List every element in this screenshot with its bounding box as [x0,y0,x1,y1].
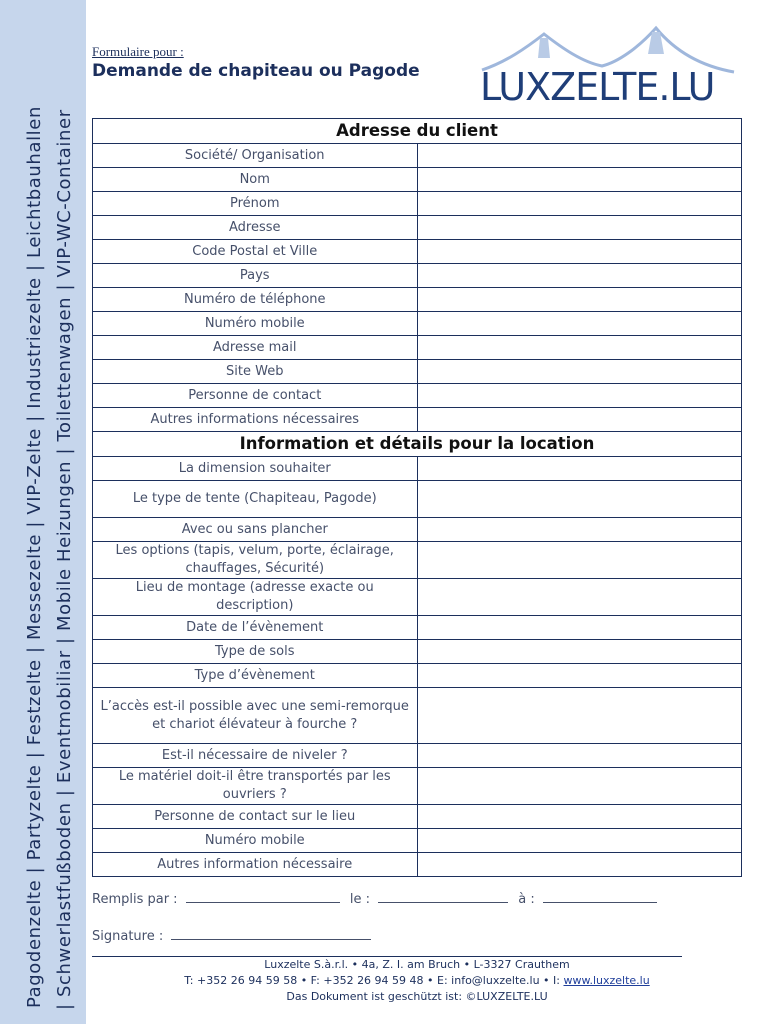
field-label: Type de sols [93,640,418,664]
field-label: Lieu de montage (adresse exacte ou description) [93,579,418,616]
field-input[interactable] [417,640,742,664]
field-label: Numéro mobile [93,312,418,336]
rental-field-row [93,542,742,579]
client-field-row [93,264,742,288]
client-field-row [93,336,742,360]
field-label: Code Postal et Ville [93,240,418,264]
field-label: Personne de contact sur le lieu [93,805,418,829]
rental-field-row [93,664,742,688]
field-label: Est-il nécessaire de niveler ? [93,744,418,768]
sidebar-products-line-2: | Schwerlastfußboden | Eventmobiliar | Mobile Heizungen | Toilettenwagen | VIP-WC-Container [54,109,75,1010]
rental-field-row [93,805,742,829]
place-label: à : [518,892,535,907]
field-input[interactable] [417,384,742,408]
signature-row [92,928,371,944]
field-input[interactable] [417,664,742,688]
company-contact [92,974,742,987]
field-label: Avec ou sans plancher [93,518,418,542]
date-label: le : [349,892,370,907]
field-label: Personne de contact [93,384,418,408]
field-label: Numéro de téléphone [93,288,418,312]
field-input[interactable] [417,579,742,616]
field-input[interactable] [417,542,742,579]
field-label: Adresse mail [93,336,418,360]
field-input[interactable] [417,312,742,336]
field-label: Type d’évènement [93,664,418,688]
field-label: La dimension souhaiter [93,457,418,481]
client-field-row [93,168,742,192]
filled-by-row [92,891,657,907]
field-label: L’accès est-il possible avec une semi-remorque et chariot élévateur à fourche ? [93,688,418,744]
field-input[interactable] [417,829,742,853]
rental-field-row [93,481,742,518]
field-label: Date de l’évènement [93,616,418,640]
field-input[interactable] [417,768,742,805]
field-input[interactable] [417,144,742,168]
field-input[interactable] [417,336,742,360]
client-field-row [93,216,742,240]
field-input[interactable] [417,688,742,744]
signature-label: Signature : [92,929,164,944]
field-input[interactable] [417,518,742,542]
field-label: Adresse [93,216,418,240]
field-label: Société/ Organisation [93,144,418,168]
sidebar-banner [0,0,86,1024]
rental-field-row [93,853,742,877]
field-input[interactable] [417,168,742,192]
field-label: Autres information nécessaire [93,853,418,877]
client-field-row [93,360,742,384]
field-label: Nom [93,168,418,192]
rental-field-row [93,518,742,542]
filled-by-field[interactable] [186,891,340,903]
field-input[interactable] [417,457,742,481]
field-label: Prénom [93,192,418,216]
footer-divider [92,956,682,957]
field-label: Numéro mobile [93,829,418,853]
date-field[interactable] [378,891,508,903]
filled-by-label: Remplis par : [92,892,178,907]
field-input[interactable] [417,408,742,432]
client-field-row [93,384,742,408]
field-label: Site Web [93,360,418,384]
sidebar-products-line-1: Pagodenzelte | Partyzelte | Festzelte | Messezelte | VIP-Zelte | Industriezelte | Leichtbauhallen [24,106,45,1008]
section-title-client: Adresse du client [93,119,742,144]
company-address: Luxzelte S.à.r.l. • 4a, Z. I. am Bruch • L-3327 Crauthem [264,958,570,971]
rental-field-row [93,457,742,481]
field-input[interactable] [417,853,742,877]
field-input[interactable] [417,216,742,240]
client-field-row [93,312,742,336]
field-input[interactable] [417,240,742,264]
field-input[interactable] [417,481,742,518]
rental-field-row [93,829,742,853]
field-label: Pays [93,264,418,288]
client-field-row [93,288,742,312]
field-label: Le type de tente (Chapiteau, Pagode) [93,481,418,518]
field-label: Les options (tapis, velum, porte, éclairage, chauffages, Sécurité) [93,542,418,579]
rental-field-row [93,744,742,768]
rental-field-row [93,640,742,664]
rental-field-row [93,579,742,616]
field-input[interactable] [417,264,742,288]
field-input[interactable] [417,744,742,768]
signature-field[interactable] [171,928,371,940]
document-title: Demande de chapiteau ou Pagode [92,61,420,81]
logo-text: LUXZELTE.LU [480,65,715,109]
copyright-notice: Das Dokument ist geschützt ist: ©LUXZELTE.LU [286,990,548,1003]
client-field-row [93,240,742,264]
section-title-rental: Information et détails pour la location [93,432,742,457]
form-label: Formulaire pour : [92,44,184,59]
rental-field-row [93,768,742,805]
rental-field-row [93,688,742,744]
website-link[interactable]: www.luxzelte.lu [563,974,650,987]
field-label: Autres informations nécessaires [93,408,418,432]
place-field[interactable] [543,891,657,903]
field-input[interactable] [417,805,742,829]
field-input[interactable] [417,192,742,216]
field-input[interactable] [417,360,742,384]
company-contact-details: T: +352 26 94 59 58 • F: +352 26 94 59 48 • E: info@luxzelte.lu • I: [184,974,560,987]
client-field-row [93,144,742,168]
client-field-row [93,408,742,432]
company-logo [478,22,740,108]
field-label: Le matériel doit-il être transportés par les ouvriers ? [93,768,418,805]
client-field-row [93,192,742,216]
rental-field-row [93,616,742,640]
field-input[interactable] [417,288,742,312]
field-input[interactable] [417,616,742,640]
request-form-table [92,118,742,877]
